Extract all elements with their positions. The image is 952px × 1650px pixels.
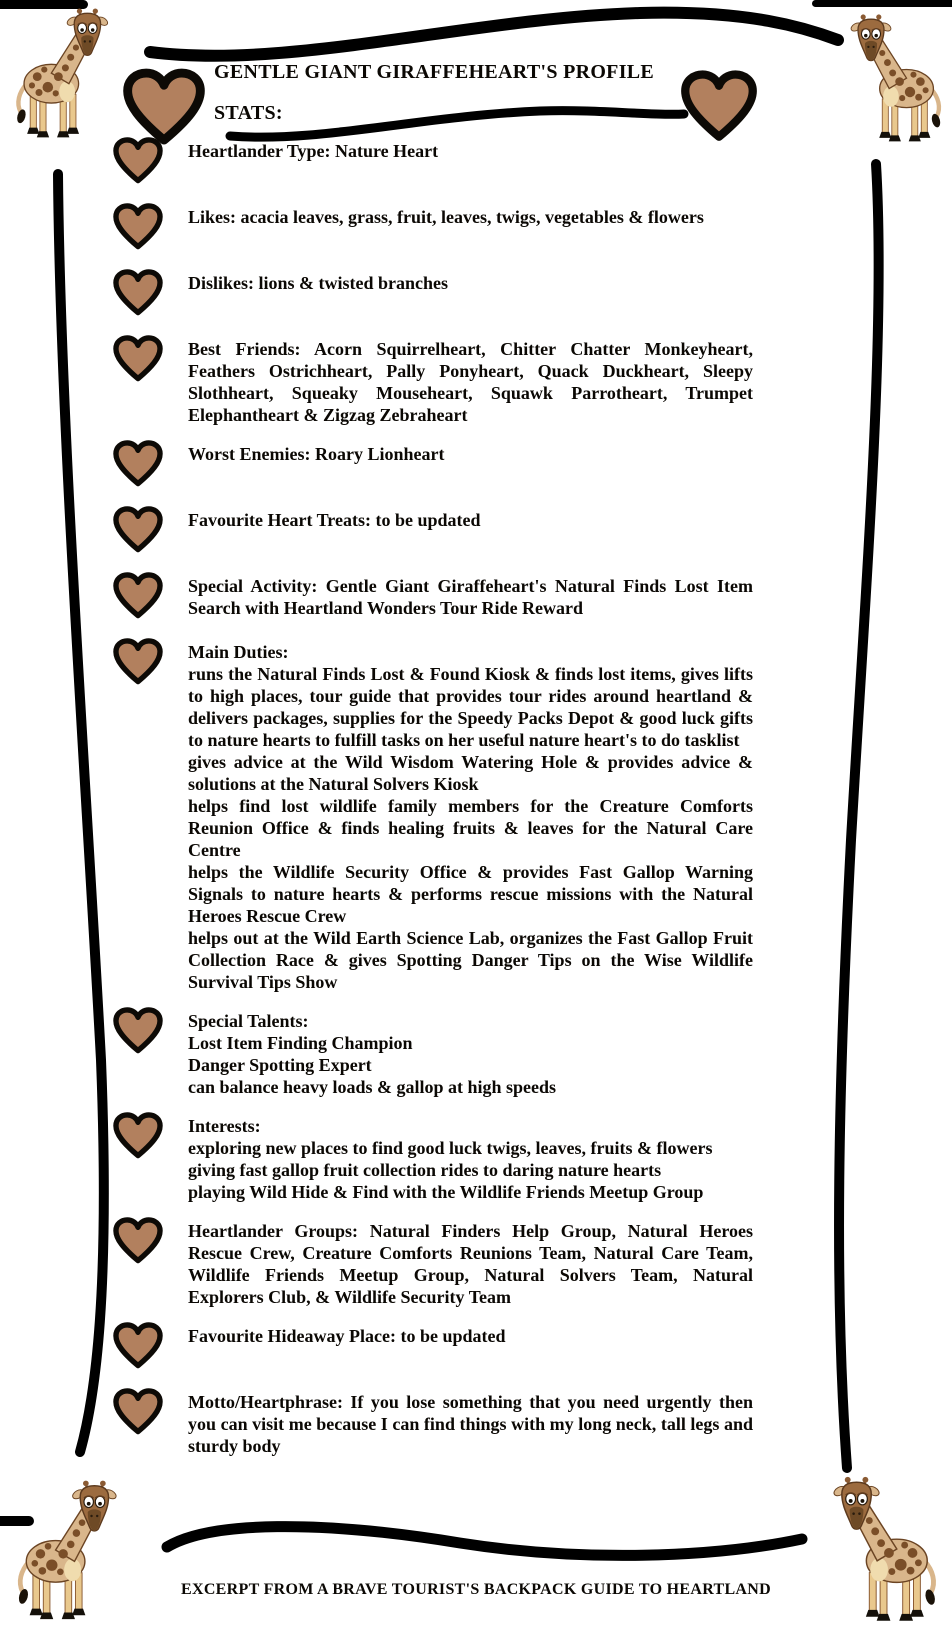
- profile-item: [112, 1220, 764, 1308]
- profile-item-line: playing Wild Hide & Find with the Wildlife Friends Meetup Group: [188, 1182, 704, 1202]
- profile-item-line: Worst Enemies: Roary Lionheart: [188, 444, 445, 464]
- profile-item-line: Special Activity: Gentle Giant Giraffeheart's Natural Finds Lost Item Search with Heartland Wonders Tour Ride Reward: [188, 576, 753, 618]
- profile-item-text: [188, 575, 753, 619]
- profile-item: [112, 1325, 764, 1374]
- profile-item-line: Special Talents:: [188, 1011, 309, 1031]
- profile-item-line: Interests:: [188, 1116, 261, 1136]
- profile-item-text: [188, 509, 753, 531]
- giraffe-clipart-top-right: [846, 14, 948, 144]
- profile-item-text: [188, 140, 753, 162]
- profile-item-line: can balance heavy loads & gallop at high speeds: [188, 1077, 557, 1097]
- profile-list: [112, 140, 764, 1457]
- profile-item-line: Danger Spotting Expert: [188, 1055, 372, 1075]
- profile-item-text: [188, 272, 753, 294]
- page-title: [214, 52, 714, 134]
- profile-item-line: gives advice at the Wild Wisdom Watering Hole & provides advice & solutions at the Natural Solvers Kiosk: [188, 752, 753, 794]
- profile-item-line: Heartlander Type: Nature Heart: [188, 141, 439, 161]
- profile-item: [112, 272, 764, 321]
- profile-item-line: Heartlander Groups: Natural Finders Help Group, Natural Heroes Rescue Crew, Creature Comforts Reunions Team, Natural Care Team, Wildlife Friends Meetup Group, Natural Solvers Team, Natural Explorers Club, & Wildlife Security Team: [188, 1221, 753, 1307]
- profile-item-line: Main Duties:: [188, 642, 289, 662]
- profile-item-line: giving fast gallop fruit collection rides to daring nature hearts: [188, 1160, 662, 1180]
- top-swoosh-line: [150, 13, 838, 56]
- giraffe-clipart-bottom-left: [14, 1476, 118, 1626]
- left-border-curve: [58, 174, 104, 1452]
- profile-item: [112, 443, 764, 492]
- giraffe-clipart-bottom-right: [832, 1474, 940, 1626]
- profile-item-text: [188, 1010, 753, 1098]
- profile-item: [112, 140, 764, 189]
- profile-item-text: [188, 641, 753, 993]
- giraffe-clipart-top-left: [8, 8, 114, 140]
- page-title-line1: GENTLE GIANT GIRAFFEHEART'S PROFILE: [214, 61, 655, 83]
- profile-item-text: [188, 1115, 753, 1203]
- heart-bullet-icon: [112, 203, 188, 255]
- profile-item: [112, 1115, 764, 1203]
- profile-item: [112, 1010, 764, 1098]
- profile-item-text: [188, 443, 753, 465]
- profile-item-line: Best Friends: Acorn Squirrelheart, Chitter Chatter Monkeyheart, Feathers Ostrichheart, Pally Ponyheart, Quack Duckheart, Sleepy Slothheart, Squeaky Mouseheart, Squawk Parrotheart, Trumpet Elephantheart & Zigzag Zebraheart: [188, 339, 753, 425]
- profile-item-text: [188, 338, 753, 426]
- profile-item: [112, 575, 764, 624]
- profile-item-line: Likes: acacia leaves, grass, fruit, leaves, twigs, vegetables & flowers: [188, 207, 704, 227]
- profile-item-line: Dislikes: lions & twisted branches: [188, 273, 449, 293]
- heart-bullet-icon: [112, 506, 188, 558]
- profile-item: [112, 641, 764, 993]
- profile-item: [112, 509, 764, 558]
- profile-item-line: helps the Wildlife Security Office & provides Fast Gallop Warning Signals to nature hearts & performs rescue missions with the Natural Heroes Rescue Crew: [188, 862, 753, 926]
- profile-item-text: [188, 1220, 753, 1308]
- bottom-swoosh-line: [167, 1527, 802, 1556]
- profile-item-text: [188, 206, 753, 228]
- profile-item: [112, 206, 764, 255]
- profile-item-line: Favourite Hideaway Place: to be updated: [188, 1326, 506, 1346]
- profile-item-line: helps find lost wildlife family members for the Creature Comforts Reunion Office & finds healing fruits & leaves for the Natural Care Centre: [188, 796, 753, 860]
- heart-bullet-icon: [112, 440, 188, 492]
- top-right-edge-mark: [812, 0, 952, 7]
- profile-item-text: [188, 1325, 753, 1347]
- profile-item: [112, 1391, 764, 1457]
- profile-item-line: Motto/Heartphrase: If you lose something that you need urgently then you can visit me because I can find things with my long neck, tall legs and sturdy body: [188, 1392, 753, 1456]
- profile-item-text: [188, 1391, 753, 1457]
- heart-bullet-icon: [112, 1007, 188, 1059]
- profile-item-line: runs the Natural Finds Lost & Found Kiosk & finds lost items, gives lifts to high places, tour guide that provides tour rides around heartland & delivers packages, supplies for the Speedy Packs Depot & good luck gifts to nature hearts to fulfill tasks on her useful nature heart's to do tasklist: [188, 664, 753, 750]
- heart-bullet-icon: [112, 1322, 188, 1374]
- header-heart-icon-left: [122, 68, 206, 146]
- heart-bullet-icon: [112, 335, 188, 387]
- heart-bullet-icon: [112, 269, 188, 321]
- profile-item-line: Lost Item Finding Champion: [188, 1033, 413, 1053]
- profile-item-line: exploring new places to find good luck twigs, leaves, fruits & flowers: [188, 1138, 713, 1158]
- heart-bullet-icon: [112, 638, 188, 690]
- heart-bullet-icon: [112, 137, 188, 189]
- profile-item-line: helps out at the Wild Earth Science Lab, organizes the Fast Gallop Fruit Collection Race & gives Spotting Danger Tips on the Wise Wildlife Survival Tips Show: [188, 928, 753, 992]
- page-title-line2: STATS:: [214, 102, 283, 124]
- right-border-curve: [839, 164, 879, 1468]
- heart-bullet-icon: [112, 1388, 188, 1440]
- footer-caption: EXCERPT FROM A BRAVE TOURIST'S BACKPACK GUIDE TO HEARTLAND: [181, 1581, 771, 1598]
- profile-item-line: Favourite Heart Treats: to be updated: [188, 510, 481, 530]
- profile-item: [112, 338, 764, 426]
- heart-bullet-icon: [112, 572, 188, 624]
- heart-bullet-icon: [112, 1112, 188, 1164]
- heart-bullet-icon: [112, 1217, 188, 1269]
- header-heart-icon-right: [680, 70, 758, 142]
